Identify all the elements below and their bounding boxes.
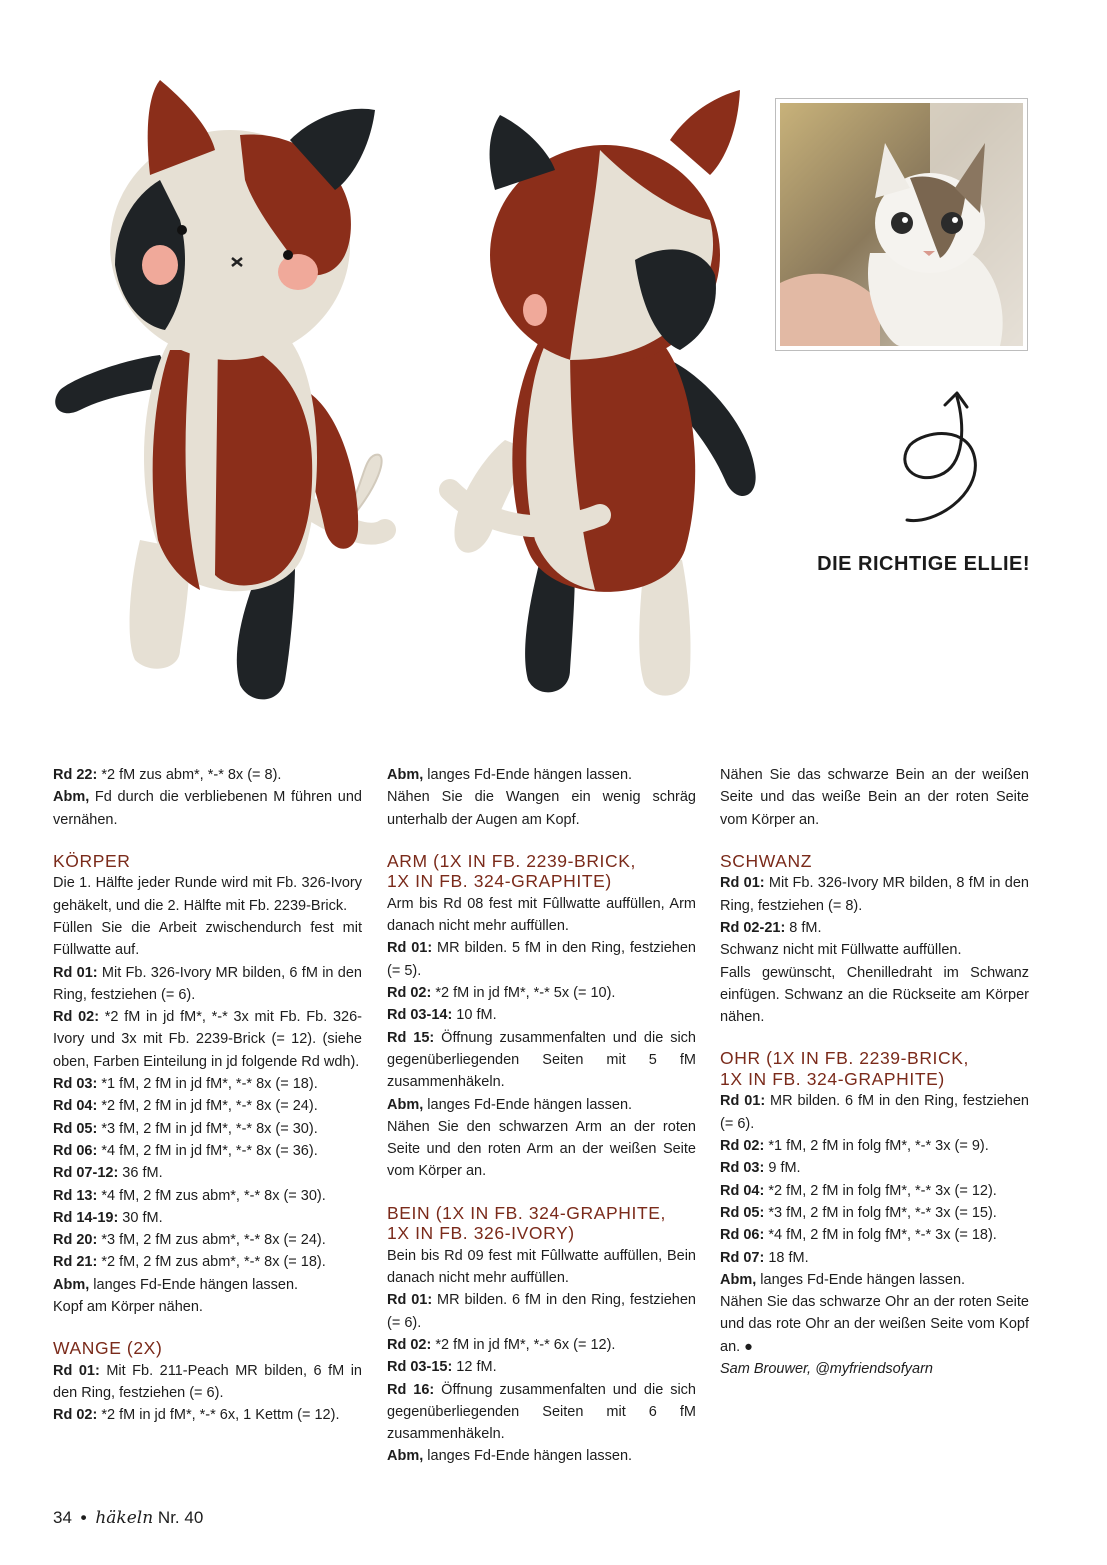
instruction-line: Rd 04: *2 fM, 2 fM in jd fM*, *-* 8x (= 24). [53, 1098, 318, 1115]
instruction-line: Kopf am Körper nähen. [53, 1299, 203, 1316]
footer-separator: • [80, 1508, 87, 1527]
instruction-line: Rd 14-19: 30 fM. [53, 1209, 163, 1226]
instructions-column-1 [53, 764, 362, 1427]
section-heading-bein: BEIN (1X IN FB. 324-GRAPHITE, 1X IN FB. 326-IVORY) [387, 1202, 666, 1244]
ohr-instructions [720, 1090, 1029, 1358]
instruction-line: Rd 02: *2 fM in jd fM*, *-* 6x (= 12). [387, 1336, 616, 1353]
magazine-name: häkeln [95, 1508, 154, 1528]
instructions-column-3 [720, 764, 1029, 1380]
instruction-line: Nähen Sie die Wangen ein wenig schräg unterhalb der Augen am Kopf. [387, 789, 696, 828]
instruction-line: Rd 06: *4 fM, 2 fM in jd fM*, *-* 8x (= 36). [53, 1142, 318, 1159]
instruction-line: Rd 02-21: 8 fM. [720, 919, 822, 936]
instruction-line: Die 1. Hälfte jeder Runde wird mit Fb. 326-Ivory gehäkelt, und die 2. Hälfte mit Fb. 2239-Brick. [53, 875, 362, 914]
instruction-line: Rd 03: 9 fM. [720, 1160, 801, 1177]
swirl-arrow-icon [895, 385, 995, 530]
instruction-line: Abm, langes Fd-Ende hängen lassen. [387, 1448, 633, 1465]
photo-caption: DIE RICHTIGE ELLIE! [817, 553, 1030, 575]
issue-number: Nr. 40 [157, 1508, 204, 1527]
instruction-line: Rd 22: *2 fM zus abm*, *-* 8x (= 8). [53, 767, 282, 783]
author-credit: Sam Brouwer, @myfriendsofyarn [720, 1361, 933, 1378]
instruction-line: Rd 03: *1 fM, 2 fM in jd fM*, *-* 8x (= 18). [53, 1076, 318, 1093]
instruction-line: Rd 02: *2 fM in jd fM*, *-* 6x, 1 Kettm (= 12). [53, 1407, 340, 1424]
section-heading-ohr: OHR (1X IN FB. 2239-BRICK, 1X IN FB. 324-GRAPHITE) [720, 1048, 969, 1089]
instruction-line: Rd 13: *4 fM, 2 fM zus abm*, *-* 8x (= 30). [53, 1187, 326, 1204]
instruction-line: Rd 15: Öffnung zusammenfalten und die sich gegenüberliegenden Seiten mit 5 fM zusammenhäkeln. [387, 1029, 696, 1091]
instruction-line: Rd 01: Mit Fb. 326-Ivory MR bilden, 8 fM in den Ring, festziehen (= 8). [720, 875, 1029, 914]
instruction-line: Rd 02: *1 fM, 2 fM in folg fM*, *-* 3x (= 9). [720, 1138, 989, 1155]
page-footer [53, 1508, 203, 1528]
koerper-instructions [53, 872, 362, 1318]
real-kitten-photo [775, 98, 1028, 351]
instruction-line: Rd 01: MR bilden. 6 fM in den Ring, festziehen (= 6). [387, 1292, 696, 1331]
instruction-line: Rd 06: *4 fM, 2 fM in folg fM*, *-* 3x (= 18). [720, 1227, 997, 1244]
instruction-line: Schwanz nicht mit Füllwatte auffüllen. [720, 942, 962, 959]
instruction-line: Abm, langes Fd-Ende hängen lassen. [387, 1096, 633, 1113]
instruction-line: Rd 02: *2 fM in jd fM*, *-* 3x mit Fb. Fb. 326-Ivory und 3x mit Fb. 2239-Brick (= 12). (siehe oben, Farben Einteilung in jd folgende Rd wdh). [53, 1009, 362, 1070]
instruction-line: Rd 04: *2 fM, 2 fM in folg fM*, *-* 3x (= 12). [720, 1182, 997, 1199]
instructions-column-2 [387, 764, 696, 1468]
instruction-line: Rd 01: Mit Fb. 326-Ivory MR bilden, 6 fM in den Ring, festziehen (= 6). [53, 964, 362, 1003]
instruction-line: Rd 05: *3 fM, 2 fM in folg fM*, *-* 3x (= 15). [720, 1204, 997, 1221]
instruction-line: Rd 20: *3 fM, 2 fM zus abm*, *-* 8x (= 24). [53, 1232, 326, 1249]
instruction-line: Rd 07: 18 fM. [720, 1249, 809, 1266]
instruction-line: Rd 03-14: 10 fM. [387, 1007, 497, 1024]
col3-intro [720, 764, 1029, 831]
instruction-line: Rd 16: Öffnung zusammenfalten und die sich gegenüberliegenden Seiten mit 6 fM zusammenhäkeln. [387, 1381, 696, 1443]
instruction-line: Nähen Sie das schwarze Ohr an der roten Seite und das rote Ohr an der weißen Seite vom Kopf an. ● [720, 1294, 1029, 1355]
instruction-line: Bein bis Rd 09 fest mit Fûllwatte auffüllen, Bein danach nicht mehr auffüllen. [387, 1247, 696, 1287]
instruction-line: Rd 21: *2 fM, 2 fM zus abm*, *-* 8x (= 18). [53, 1254, 326, 1271]
section-heading-arm: ARM (1X IN FB. 2239-BRICK, 1X IN FB. 324-GRAPHITE) [387, 850, 636, 892]
col2-intro [387, 764, 696, 831]
instruction-line: Rd 01: MR bilden. 5 fM in den Ring, festziehen (= 5). [387, 940, 696, 979]
instruction-line: Füllen Sie die Arbeit zwischendurch fest mit Füllwatte auf. [53, 919, 362, 959]
instruction-line: Rd 07-12: 36 fM. [53, 1165, 163, 1182]
instruction-line: Abm, langes Fd-Ende hängen lassen. [720, 1271, 966, 1288]
wange-instructions [53, 1360, 362, 1427]
instruction-line: Nähen Sie das schwarze Bein an der weißen Seite und das weiße Bein an der roten Seite vom Körper an. [720, 767, 1029, 828]
instruction-line: Rd 01: Mit Fb. 211-Peach MR bilden, 6 fM in den Ring, festziehen (= 6). [53, 1362, 362, 1402]
instruction-line: Falls gewünscht, Chenilledraht im Schwanz einfügen. Schwanz an die Rückseite am Körper nähen. [720, 964, 1029, 1026]
col1-intro [53, 764, 362, 831]
instruction-line: Abm, Fd durch die verbliebenen M führen und vernähen. [53, 789, 362, 828]
section-heading-koerper: KÖRPER [53, 850, 131, 871]
instruction-line: Abm, langes Fd-Ende hängen lassen. [387, 767, 633, 783]
instruction-line: Rd 01: MR bilden. 6 fM in den Ring, festziehen (= 6). [720, 1093, 1029, 1132]
instruction-line: Rd 03-15: 12 fM. [387, 1359, 497, 1376]
instruction-line: Abm, langes Fd-Ende hängen lassen. [53, 1276, 299, 1293]
instruction-line: Rd 02: *2 fM in jd fM*, *-* 5x (= 10). [387, 985, 616, 1002]
instruction-line: Rd 05: *3 fM, 2 fM in jd fM*, *-* 8x (= 30). [53, 1120, 318, 1137]
instruction-line: Nähen Sie den schwarzen Arm an der roten Seite und den roten Arm an der weißen Seite vom Körper an. [387, 1118, 696, 1180]
bein-instructions [387, 1245, 696, 1468]
crochet-cat-back-photo [420, 60, 780, 710]
section-heading-wange: WANGE (2X) [53, 1338, 163, 1359]
schwanz-instructions [720, 872, 1029, 1028]
section-heading-schwanz: SCHWANZ [720, 850, 813, 871]
page-number: 34 [53, 1508, 72, 1527]
crochet-cat-front-photo [40, 60, 420, 710]
instruction-line: Arm bis Rd 08 fest mit Fûllwatte auffüllen, Arm danach nicht mehr auffüllen. [387, 895, 696, 935]
arm-instructions [387, 893, 696, 1183]
